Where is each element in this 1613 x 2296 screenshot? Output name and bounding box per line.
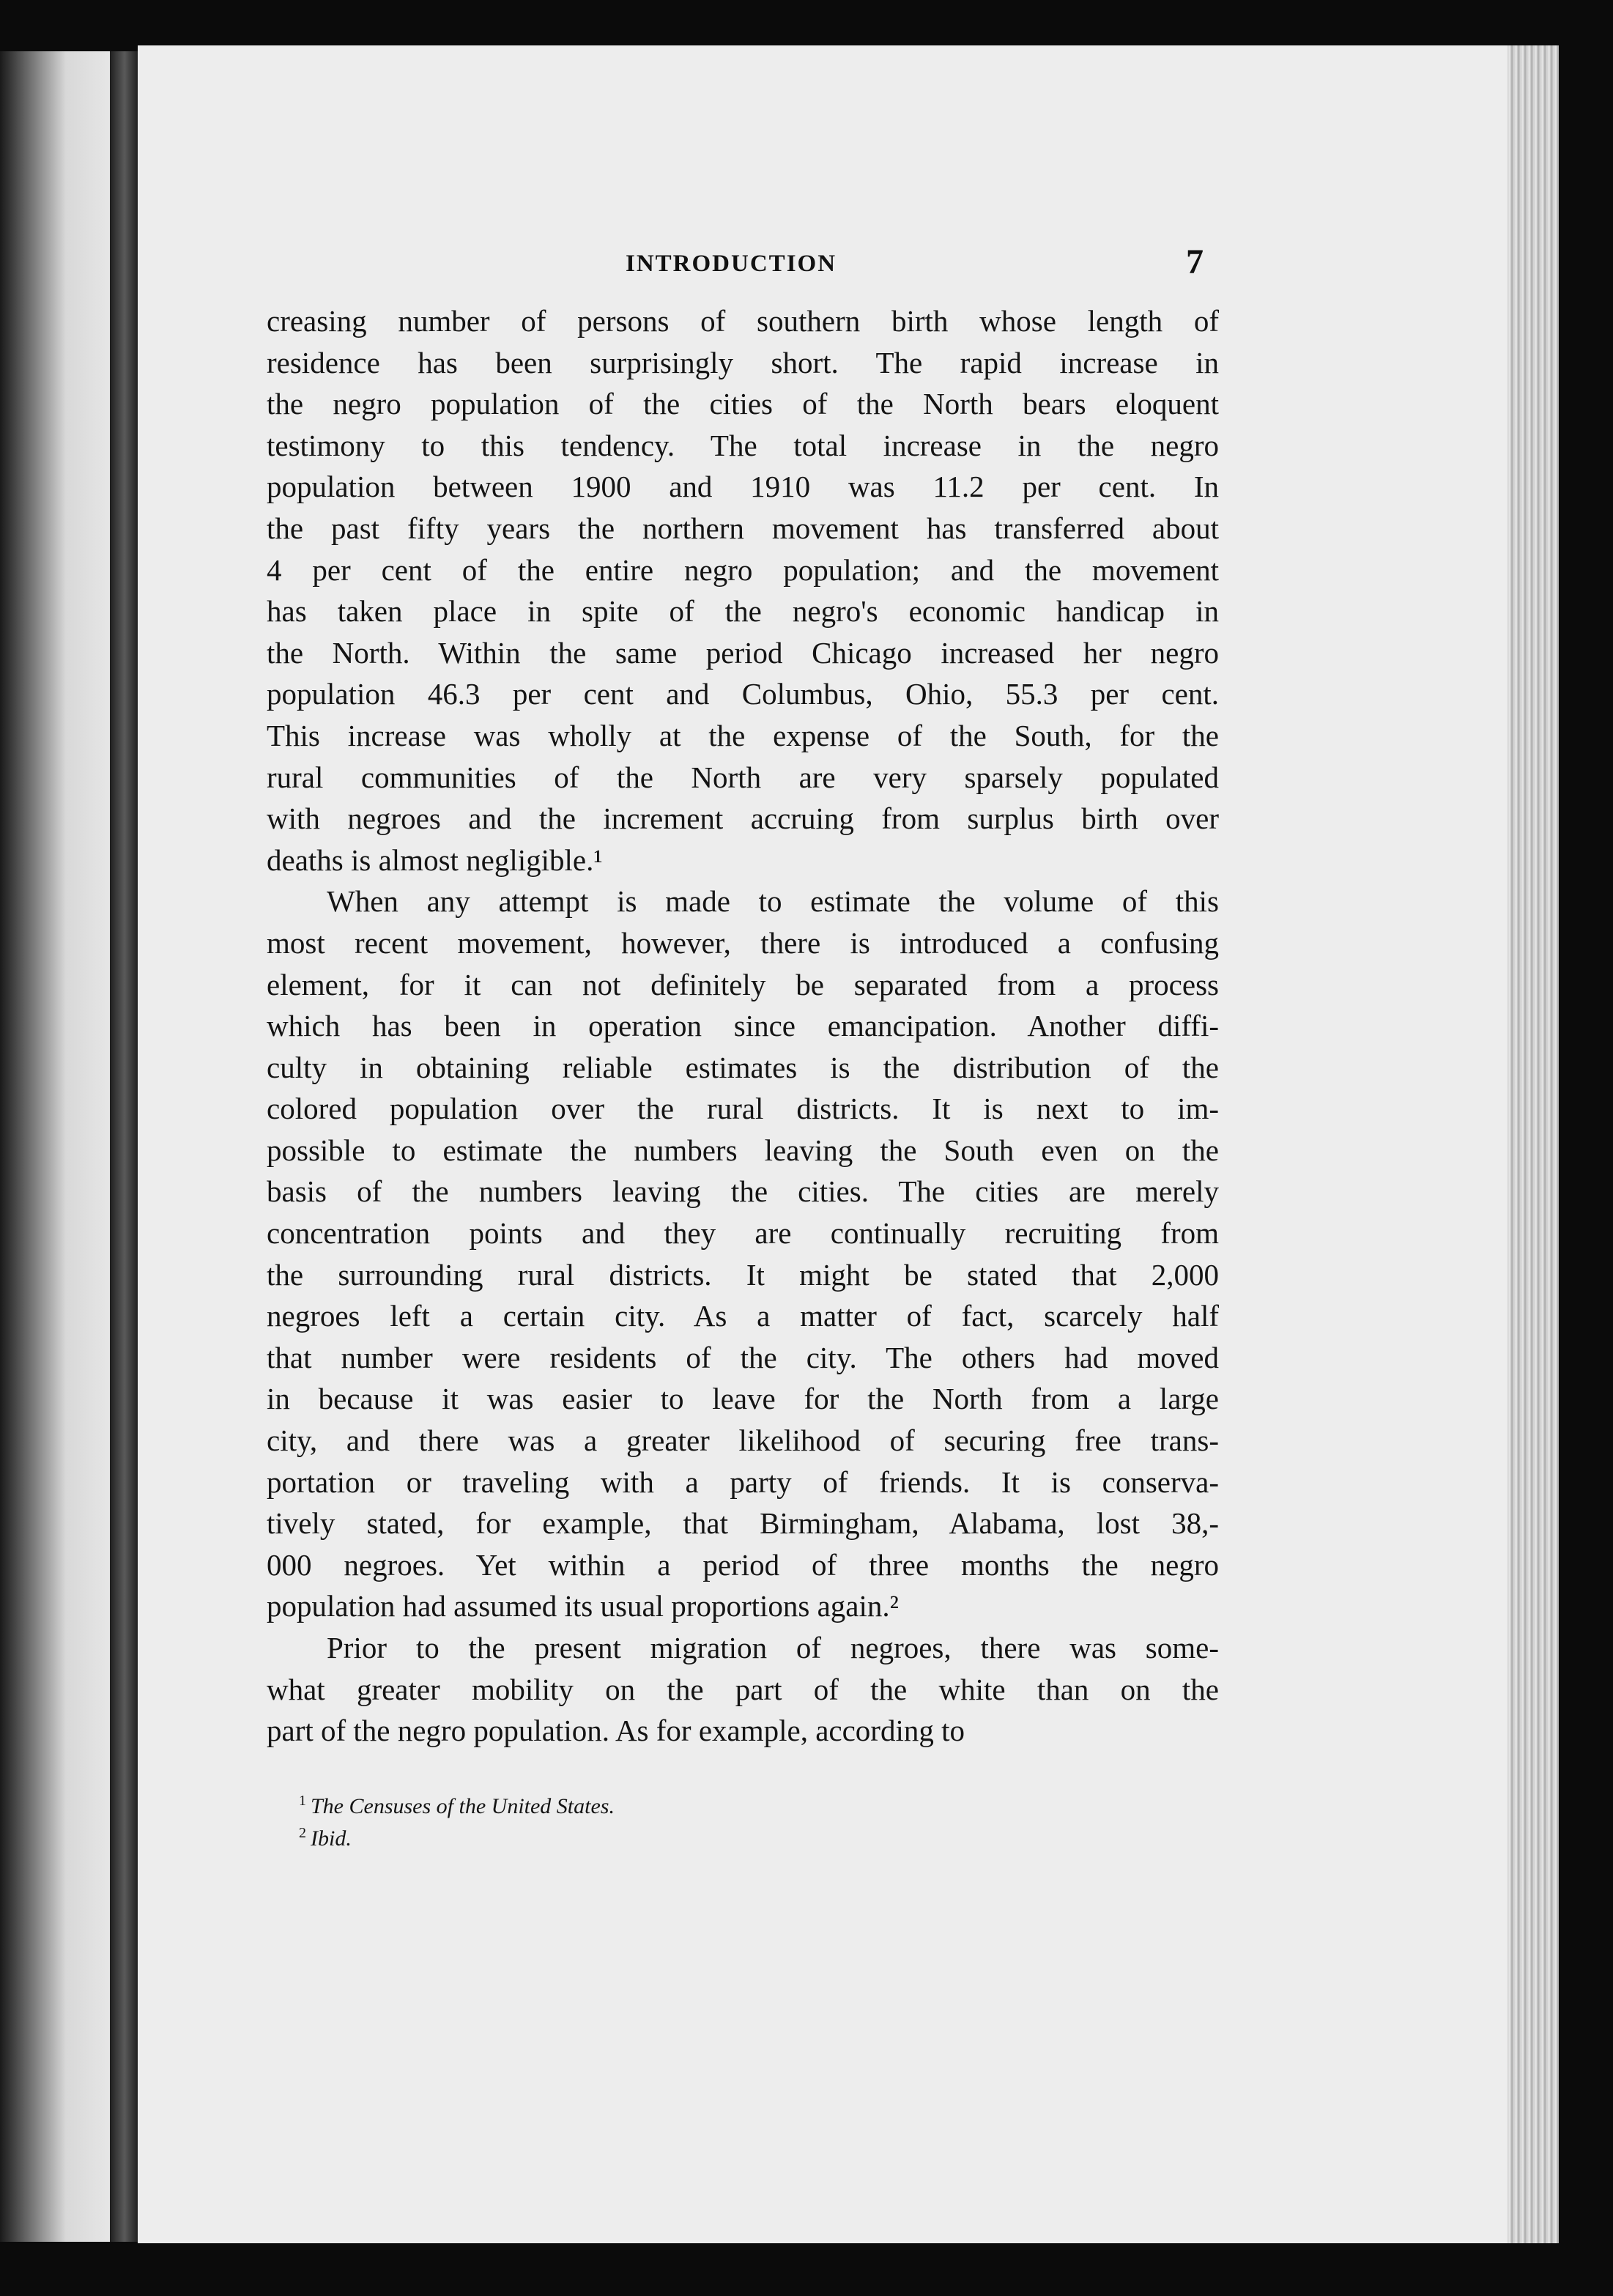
text-line: population had assumed its usual proportions again.² [267,1589,899,1623]
text-line: with negroes and the increment accruing from surplus birth over [267,801,1219,836]
footnotes [299,1788,958,1852]
text-line: creasing number of persons of southern birth whose length of [267,304,1219,338]
text-line: Prior to the present migration of negroes, there was some- [267,1631,1219,1664]
text-line: colored population over the rural districts. It is next to im- [267,1092,1219,1126]
text-line: portation or traveling with a party of friends. It is conserva- [267,1464,1219,1499]
text-line: 000 negroes. Yet within a period of three months the negro [267,1547,1219,1582]
book-gutter [110,51,139,2242]
text-line: population 46.3 per cent and Columbus, Ohio, 55.3 per cent. [267,677,1219,711]
text-line: the surrounding rural districts. It might be stated that 2,000 [267,1257,1219,1292]
text-line: part of the negro population. As for example, according to [267,1714,965,1748]
text-line: population between 1900 and 1910 was 11.2 per cent. In [267,470,1219,504]
body-text [267,300,1219,1752]
text-line: possible to estimate the numbers leaving the South even on the [267,1133,1219,1167]
text-line: This increase was wholly at the expense of the South, for the [267,718,1219,752]
text-line: the North. Within the same period Chicago increased her negro [267,635,1219,670]
running-title: INTRODUCTION [626,251,837,277]
text-line: When any attempt is made to estimate the volume of this [267,884,1219,919]
facing-page-edge [0,51,110,2242]
text-line: 4 per cent of the entire negro population; and the movement [267,552,1219,587]
text-line: tively stated, for example, that Birmingham, Alabama, lost 38,- [267,1506,1219,1541]
footnote-text: Ibid. [311,1826,352,1851]
text-line: basis of the numbers leaving the cities. The cities are merely [267,1174,1219,1209]
text-line: which has been in operation since emancipation. Another diffi- [267,1009,1219,1043]
page-number: 7 [1186,242,1204,281]
text-line: city, and there was a greater likelihood of securing free trans- [267,1423,1219,1458]
text-line: the negro population of the cities of the North bears eloquent [267,387,1219,421]
text-line: rural communities of the North are very sparsely populated [267,760,1219,794]
text-line: the past fifty years the northern movement has transferred about [267,511,1219,545]
text-line: deaths is almost negligible.¹ [267,843,603,877]
text-line: residence has been surprisingly short. The rapid increase in [267,345,1219,379]
footnote [299,1788,958,1820]
text-line: most recent movement, however, there is introduced a confusing [267,925,1219,960]
text-line: element, for it can not definitely be separated from a process [267,967,1219,1001]
text-line: concentration points and they are continually recruiting from [267,1216,1219,1251]
footnote-marker: 2 [299,1825,306,1841]
footnote-marker: 1 [299,1793,306,1809]
text-line: in because it was easier to leave for the North from a large [267,1382,1219,1416]
running-head [267,242,1219,293]
footnote-text: The Censuses of the United States. [311,1794,615,1818]
text-line: testimony to this tendency. The total increase in the negro [267,428,1219,462]
text-line: that number were residents of the city. The others had moved [267,1340,1219,1374]
text-line: has taken place in spite of the negro's economic handicap in [267,594,1219,629]
footnote [299,1820,958,1852]
page-stack-edge [1508,45,1559,2243]
text-line: what greater mobility on the part of the white than on the [267,1672,1219,1706]
text-line: culty in obtaining reliable estimates is the distribution of the [267,1050,1219,1084]
text-line: negroes left a certain city. As a matter of fact, scarcely half [267,1299,1219,1333]
